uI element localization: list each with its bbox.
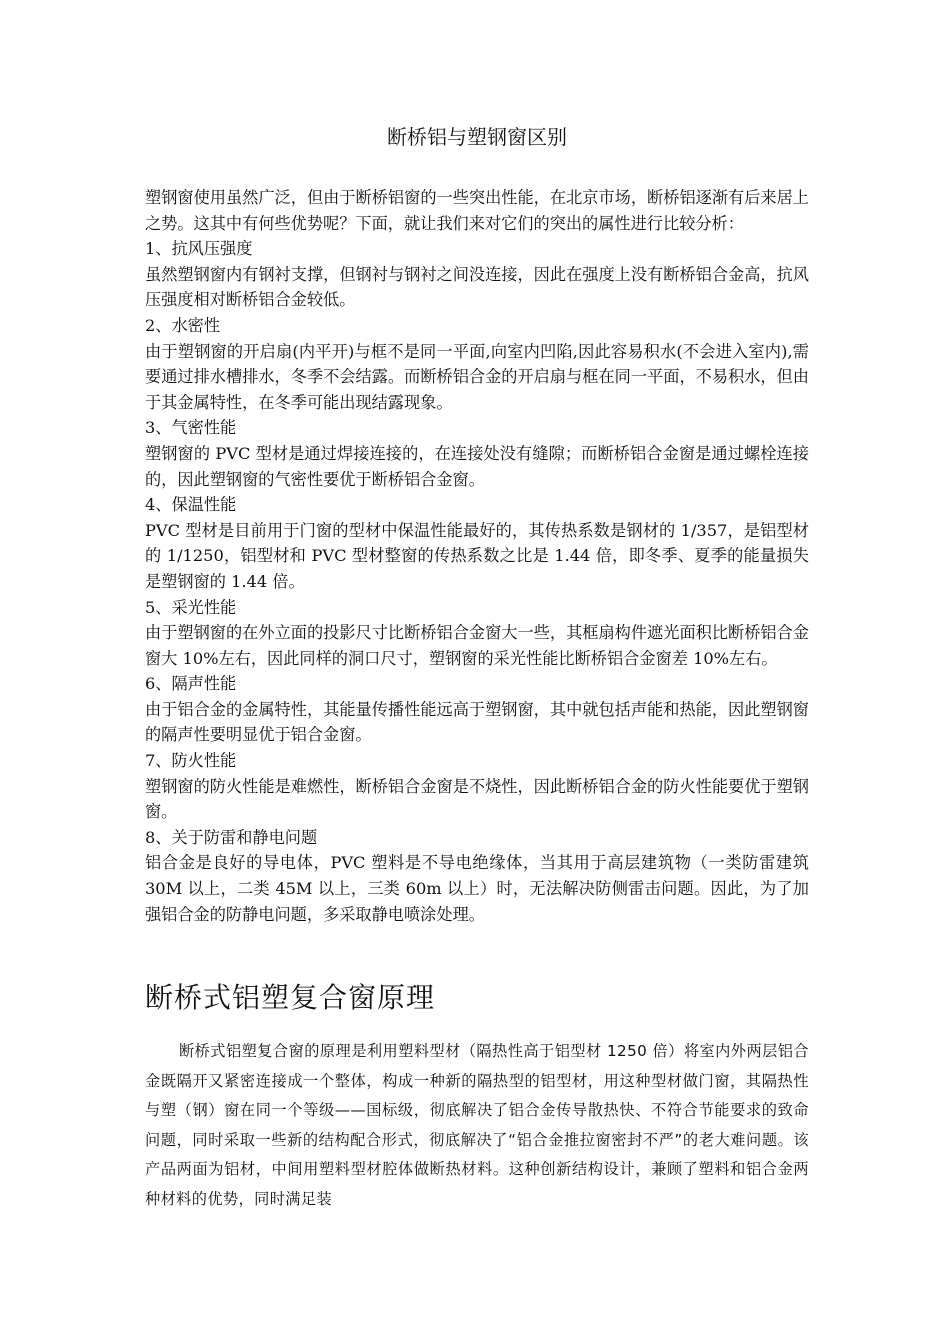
comparison-body <box>145 185 809 927</box>
section-text-daylighting: 由于塑钢窗的在外立面的投影尺寸比断桥铝合金窗大一些，其框扇构件遮光面积比断桥铝合金窗大 10%左右，因此同样的洞口尺寸，塑钢窗的采光性能比断桥铝合金窗差 10%左右。 <box>145 623 809 668</box>
section-heading-sound-insulation: 6、隔声性能 <box>145 674 237 694</box>
principle-paragraph: 断桥式铝塑复合窗的原理是利用塑料型材（隔热性高于铝型材 1250 倍）将室内外两层铝合金既隔开又紧密连接成一个整体，构成一种新的隔热型的铝型材，用这种型材做门窗，其隔热性与塑（钢）窗在同一个等级——国标级，彻底解决了铝合金传导散热快、不符合节能要求的致命问题，同时采取一些新的结构配合形式，彻底解决了“铝合金推拉窗密封不严”的老大难问题。该产品两面为铝材，中间用塑料型材腔体做断热材料。这种创新结构设计，兼顾了塑料和铝合金两种材料的优势，同时满足装 <box>145 1042 809 1208</box>
section-heading-water-tightness: 2、水密性 <box>145 315 221 335</box>
section-text-wind-pressure: 虽然塑钢窗内有钢衬支撑，但钢衬与钢衬之间没连接，因此在强度上没有断桥铝合金高，抗风压强度相对断桥铝合金较低。 <box>145 264 809 310</box>
section-text-air-tightness: 塑钢窗的 PVC 型材是通过焊接连接的，在连接处没有缝隙；而断桥铝合金窗是通过螺栓连接的，因此塑钢窗的气密性要优于断桥铝合金窗。 <box>145 443 809 489</box>
section-heading-fire-resistance: 7、防火性能 <box>145 751 237 771</box>
intro-paragraph: 塑钢窗使用虽然广泛，但由于断桥铝窗的一些突出性能，在北京市场，断桥铝逐渐有后来居上之势。这其中有何些优势呢？下面，就让我们来对它们的突出的属性进行比较分析： <box>145 188 809 233</box>
section-text-insulation: PVC 型材是目前用于门窗的型材中保温性能最好的，其传热系数是钢材的 1/357，是铝型材的 1/1250，铝型材和 PVC 型材整窗的传热系数之比是 1.44 倍，即冬季、夏季的能量损失是塑钢窗的 1.44 倍。 <box>145 520 809 591</box>
section-heading-air-tightness: 3、气密性能 <box>145 418 237 438</box>
document-title: 断桥铝与塑钢窗区别 <box>387 125 567 149</box>
section-heading-lightning-static: 8、关于防雷和静电问题 <box>145 827 318 847</box>
section-text-lightning-static: 铝合金是良好的导电体，PVC 塑料是不导电绝缘体，当其用于高层建筑物（一类防雷建筑 30M 以上，二类 45M 以上，三类 60m 以上）时，无法解决防侧雷击问题。因此，为了加强铝合金的防静电问题，多采取静电喷涂处理。 <box>145 853 809 924</box>
section-text-water-tightness: 由于塑钢窗的开启扇(内平开)与框不是同一平面,向室内凹陷,因此容易积水(不会进入室内),需要通过排水槽排水，冬季不会结露。而断桥铝合金的开启扇与框在同一平面，不易积水，但由于其金属特性，在冬季可能出现结露现象。 <box>145 341 809 412</box>
principle-heading: 断桥式铝塑复合窗原理 <box>145 981 436 1014</box>
section-text-fire-resistance: 塑钢窗的防火性能是难燃性，断桥铝合金窗是不烧性，因此断桥铝合金的防火性能要优于塑钢窗。 <box>145 776 809 822</box>
section-heading-wind-pressure: 1、抗风压强度 <box>145 239 253 259</box>
section-text-sound-insulation: 由于铝合金的金属特性，其能量传播性能远高于塑钢窗，其中就包括声能和热能，因此塑钢窗的隔声性要明显优于铝合金窗。 <box>145 699 809 745</box>
section-heading-insulation: 4、保温性能 <box>145 495 237 515</box>
section-heading-daylighting: 5、采光性能 <box>145 597 237 617</box>
